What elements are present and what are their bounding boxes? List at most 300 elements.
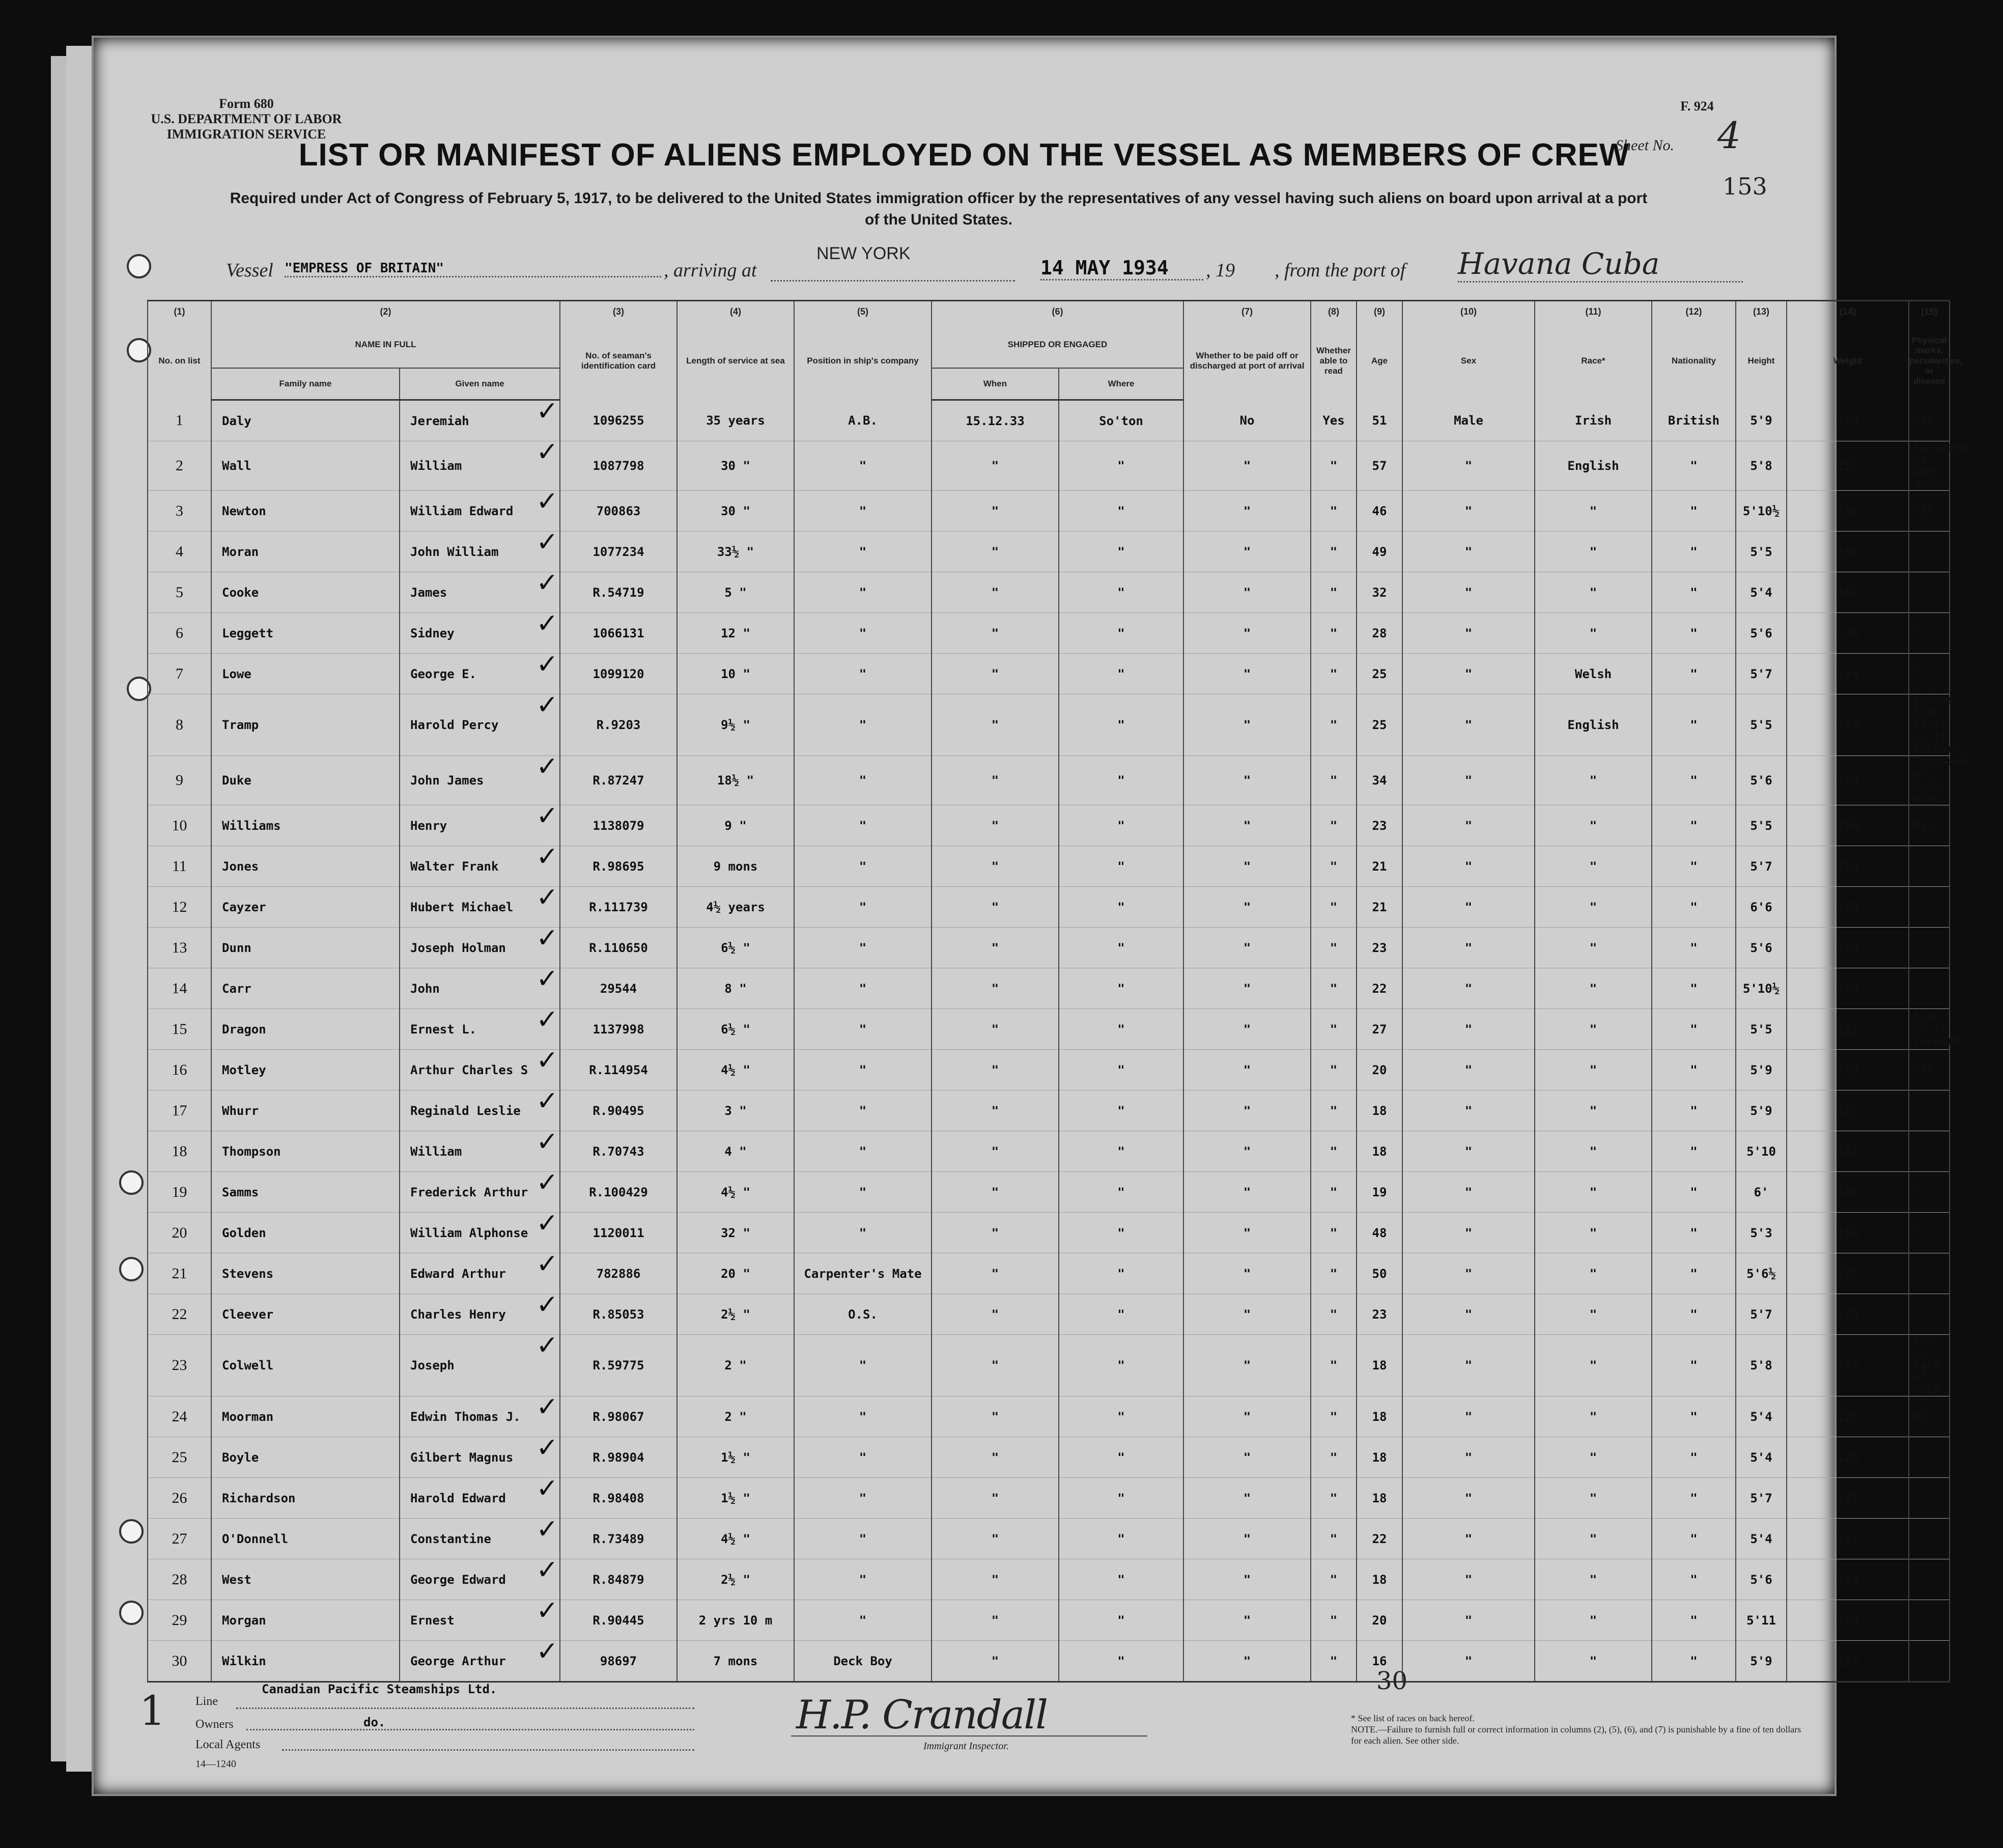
height-cell: 5'6 — [1736, 613, 1787, 654]
race-cell: " — [1535, 572, 1652, 613]
family-name-cell: Moorman — [211, 1396, 400, 1437]
row-number-cell: 28 — [148, 1559, 211, 1600]
height-cell: 5'11 — [1736, 1600, 1787, 1641]
height-cell: 5'7 — [1736, 1478, 1787, 1519]
shipped-when-cell: " — [932, 1641, 1059, 1682]
family-name-cell: West — [211, 1559, 400, 1600]
header-nationality: Nationality — [1652, 322, 1736, 400]
checkmark-icon: ✓ — [536, 568, 558, 598]
table-row — [148, 1478, 1950, 1519]
nationality-cell: " — [1652, 1641, 1736, 1682]
races-note: * See list of races on back hereof. — [1351, 1713, 1475, 1723]
race-cell: " — [1535, 1600, 1652, 1641]
table-row — [148, 1600, 1950, 1641]
table-row — [148, 846, 1950, 887]
service-length-cell: 12 " — [677, 613, 794, 654]
paid-off-cell: " — [1183, 928, 1311, 968]
punch-hole — [119, 1601, 144, 1625]
race-cell: " — [1535, 1641, 1652, 1682]
row-number-cell: 26 — [148, 1478, 211, 1519]
footer-notes — [1351, 1713, 1809, 1746]
physical-marks-cell: Nil — [1909, 491, 1950, 531]
able-to-read-cell: " — [1311, 805, 1357, 846]
header-where: Where — [1059, 368, 1183, 400]
race-cell: English — [1535, 441, 1652, 491]
nationality-cell: " — [1652, 654, 1736, 694]
nationality-cell: " — [1652, 887, 1736, 928]
header-when: When — [932, 368, 1059, 400]
able-to-read-cell: " — [1311, 441, 1357, 491]
age-cell: 19 — [1357, 1172, 1402, 1213]
physical-marks-cell: " — [1909, 1172, 1950, 1213]
given-name-cell — [400, 1595, 560, 1641]
race-cell: " — [1535, 1335, 1652, 1396]
age-cell: 23 — [1357, 928, 1402, 968]
position-cell: " — [794, 1335, 932, 1396]
colnum: (8) — [1311, 301, 1357, 322]
row-number-cell: 17 — [148, 1090, 211, 1131]
header-family-name: Family name — [211, 368, 400, 400]
header-given-name: Given name — [400, 368, 560, 400]
owners-label: Owners — [195, 1718, 234, 1731]
position-cell: " — [794, 491, 932, 531]
row-number-cell: 25 — [148, 1437, 211, 1478]
row-number-cell: 6 — [148, 613, 211, 654]
family-name-cell: Colwell — [211, 1335, 400, 1396]
row-number-cell: 2 — [148, 441, 211, 491]
given-name-cell — [400, 437, 560, 491]
able-to-read-cell: " — [1311, 968, 1357, 1009]
form-number: Form 680 — [219, 96, 274, 111]
table-row — [148, 1253, 1950, 1294]
physical-marks-cell: " — [1909, 846, 1950, 887]
age-cell: 28 — [1357, 613, 1402, 654]
paid-off-cell: " — [1183, 531, 1311, 572]
id-card-cell: R.54719 — [560, 572, 677, 613]
family-name-cell: Williams — [211, 805, 400, 846]
margin-mark: 1 — [139, 1687, 165, 1734]
service-length-cell: 32 " — [677, 1213, 794, 1253]
row-number-cell: 4 — [148, 531, 211, 572]
header-age: Age — [1357, 322, 1402, 400]
weight-cell: 180 — [1787, 400, 1909, 441]
paid-off-cell: " — [1183, 1519, 1311, 1559]
id-card-cell: R.59775 — [560, 1335, 677, 1396]
shipped-when-cell: 15.12.33 — [932, 400, 1059, 441]
shipped-when-cell: " — [932, 1396, 1059, 1437]
checkmark-icon: ✓ — [536, 923, 558, 954]
checkmark-icon: ✓ — [536, 1473, 558, 1504]
nationality-cell: " — [1652, 928, 1736, 968]
weight-cell: 154 — [1787, 846, 1909, 887]
family-name-cell: Cayzer — [211, 887, 400, 928]
table-row — [148, 1396, 1950, 1437]
given-name-text: John James — [410, 773, 484, 788]
height-cell: 5'5 — [1736, 531, 1787, 572]
row-number-cell: 23 — [148, 1335, 211, 1396]
given-name-cell — [400, 964, 560, 1009]
able-to-read-cell: " — [1311, 887, 1357, 928]
able-to-read-cell: " — [1311, 531, 1357, 572]
family-name-cell: Carr — [211, 968, 400, 1009]
weight-cell: 170 — [1787, 887, 1909, 928]
able-to-read-cell: " — [1311, 1335, 1357, 1396]
race-cell: " — [1535, 887, 1652, 928]
height-cell: 5'9 — [1736, 1090, 1787, 1131]
shipped-where-cell: " — [1059, 694, 1183, 756]
service-name: IMMIGRATION SERVICE — [166, 127, 326, 142]
checkmark-icon: ✓ — [536, 690, 558, 720]
age-cell: 18 — [1357, 1437, 1402, 1478]
given-name-text: Hubert Michael — [410, 900, 514, 914]
able-to-read-cell: " — [1311, 613, 1357, 654]
age-cell: 50 — [1357, 1253, 1402, 1294]
paid-off-cell: " — [1183, 846, 1311, 887]
weight-cell: 150 — [1787, 531, 1909, 572]
given-name-text: Frederick Arthur — [410, 1185, 528, 1199]
age-cell: 22 — [1357, 968, 1402, 1009]
weight-cell: 135 — [1787, 1641, 1909, 1682]
id-card-cell: 782886 — [560, 1253, 677, 1294]
able-to-read-cell: " — [1311, 928, 1357, 968]
paid-off-cell: " — [1183, 441, 1311, 491]
physical-marks-cell: Scar on back of neck — [1909, 1335, 1950, 1396]
row-number-cell: 30 — [148, 1641, 211, 1682]
weight-cell: 150 — [1787, 756, 1909, 805]
given-name-cell — [400, 751, 560, 805]
id-card-cell: R.85053 — [560, 1294, 677, 1335]
weight-cell: 175 — [1787, 1253, 1909, 1294]
paid-off-cell: " — [1183, 1213, 1311, 1253]
table-row — [148, 756, 1950, 805]
given-name-cell — [400, 1473, 560, 1519]
nationality-cell: " — [1652, 968, 1736, 1009]
nationality-cell: " — [1652, 1478, 1736, 1519]
sex-cell: " — [1402, 1519, 1535, 1559]
family-name-cell: Cleever — [211, 1294, 400, 1335]
given-name-cell — [400, 568, 560, 613]
given-name-text: Harold Edward — [410, 1491, 506, 1505]
paid-off-cell: " — [1183, 1600, 1311, 1641]
weight-cell: 140 — [1787, 613, 1909, 654]
height-cell: 5'4 — [1736, 1396, 1787, 1437]
manifest-page — [92, 36, 1967, 1796]
nationality-cell: " — [1652, 1213, 1736, 1253]
age-cell: 18 — [1357, 1478, 1402, 1519]
nationality-cell: " — [1652, 1437, 1736, 1478]
physical-marks-cell: Nil — [1909, 1396, 1950, 1437]
service-length-cell: 1½ " — [677, 1478, 794, 1519]
given-name-cell — [400, 1004, 560, 1050]
id-card-cell: 1066131 — [560, 613, 677, 654]
id-card-cell: 98697 — [560, 1641, 677, 1682]
age-cell: 34 — [1357, 756, 1402, 805]
shipped-when-cell: " — [932, 1294, 1059, 1335]
nationality-cell: " — [1652, 694, 1736, 756]
given-name-text: George Arthur — [410, 1654, 506, 1668]
given-name-text: Joseph Holman — [410, 940, 506, 955]
checkmark-icon: ✓ — [536, 608, 558, 639]
column-header-row — [148, 322, 1950, 368]
header-weight: Weight — [1787, 322, 1909, 400]
colnum: (1) — [148, 301, 211, 322]
arrival-date-stamp: 14 MAY 1934 — [1040, 257, 1203, 281]
physical-marks-cell: Snakes thro' heart on lt forearm. — [1909, 694, 1950, 756]
able-to-read-cell: " — [1311, 572, 1357, 613]
position-cell: " — [794, 654, 932, 694]
weight-cell: 126 — [1787, 1396, 1909, 1437]
position-cell: " — [794, 1009, 932, 1050]
position-cell: " — [794, 1172, 932, 1213]
given-name-cell — [400, 801, 560, 846]
given-name-text: Ernest — [410, 1613, 455, 1628]
race-cell: " — [1535, 805, 1652, 846]
height-cell: 5'5 — [1736, 694, 1787, 756]
service-length-cell: 9½ " — [677, 694, 794, 756]
service-length-cell: 2 " — [677, 1396, 794, 1437]
nationality-cell: " — [1652, 1600, 1736, 1641]
height-cell: 5'7 — [1736, 654, 1787, 694]
able-to-read-cell: " — [1311, 1090, 1357, 1131]
age-cell: 27 — [1357, 1009, 1402, 1050]
checkmark-icon: ✓ — [536, 1249, 558, 1279]
race-cell: " — [1535, 1559, 1652, 1600]
shipped-where-cell: " — [1059, 441, 1183, 491]
row-number-cell: 16 — [148, 1050, 211, 1090]
given-name-cell — [400, 923, 560, 968]
physical-marks-cell: Nil — [1909, 400, 1950, 441]
nationality-cell: " — [1652, 1335, 1736, 1396]
header-name-in-full: NAME IN FULL — [211, 322, 560, 368]
height-cell: 5'10½ — [1736, 968, 1787, 1009]
able-to-read-cell: " — [1311, 1172, 1357, 1213]
shipped-where-cell: " — [1059, 654, 1183, 694]
physical-marks-cell: " — [1909, 572, 1950, 613]
row-number-cell: 20 — [148, 1213, 211, 1253]
service-length-cell: 30 " — [677, 441, 794, 491]
family-name-cell: Thompson — [211, 1131, 400, 1172]
able-to-read-cell: " — [1311, 1294, 1357, 1335]
shipped-where-cell: " — [1059, 968, 1183, 1009]
header-height: Height — [1736, 322, 1787, 400]
id-card-cell: R.98408 — [560, 1478, 677, 1519]
sex-cell: " — [1402, 1559, 1535, 1600]
checkmark-icon: ✓ — [536, 751, 558, 782]
id-card-cell: R.98067 — [560, 1396, 677, 1437]
shipped-when-cell: " — [932, 441, 1059, 491]
able-to-read-cell: " — [1311, 1641, 1357, 1682]
service-length-cell: 20 " — [677, 1253, 794, 1294]
nationality-cell: " — [1652, 572, 1736, 613]
paid-off-cell: " — [1183, 1009, 1311, 1050]
sex-cell: " — [1402, 491, 1535, 531]
able-to-read-cell: " — [1311, 1009, 1357, 1050]
age-cell: 32 — [1357, 572, 1402, 613]
age-cell: 21 — [1357, 887, 1402, 928]
height-cell: 5'10½ — [1736, 491, 1787, 531]
weight-cell: 149 — [1787, 1172, 1909, 1213]
paid-off-cell: " — [1183, 1559, 1311, 1600]
height-cell: 5'8 — [1736, 1335, 1787, 1396]
shipped-where-cell: " — [1059, 846, 1183, 887]
race-cell: " — [1535, 1172, 1652, 1213]
given-name-cell — [400, 608, 560, 654]
weight-cell: 126 — [1787, 1437, 1909, 1478]
checkmark-icon: ✓ — [536, 1127, 558, 1157]
given-name-text: George Edward — [410, 1572, 506, 1587]
weight-cell: 190 — [1787, 968, 1909, 1009]
nationality-cell: " — [1652, 1396, 1736, 1437]
row-number-cell: 22 — [148, 1294, 211, 1335]
family-name-cell: Wilkin — [211, 1641, 400, 1682]
height-cell: 5'8 — [1736, 441, 1787, 491]
able-to-read-cell: " — [1311, 1253, 1357, 1294]
given-name-text: Charles Henry — [410, 1307, 506, 1322]
nationality-cell: " — [1652, 1050, 1736, 1090]
position-cell: " — [794, 613, 932, 654]
position-cell: " — [794, 1478, 932, 1519]
shipped-where-cell: " — [1059, 1641, 1183, 1682]
row-number-cell: 7 — [148, 654, 211, 694]
position-cell: " — [794, 1437, 932, 1478]
age-cell: 18 — [1357, 1559, 1402, 1600]
shipped-when-cell: " — [932, 1519, 1059, 1559]
row-number-cell: 9 — [148, 756, 211, 805]
age-cell: 25 — [1357, 694, 1402, 756]
fine-note: NOTE.—Failure to furnish full or correct information in columns (2), (5), (6), and (7) is punishable by a fine of ten dollars for each alien. See other side. — [1351, 1724, 1801, 1746]
given-name-text: George E. — [410, 666, 477, 681]
sex-cell: " — [1402, 928, 1535, 968]
able-to-read-cell: " — [1311, 1559, 1357, 1600]
checkmark-icon: ✓ — [536, 1086, 558, 1116]
shipped-where-cell: " — [1059, 1335, 1183, 1396]
sex-cell: " — [1402, 441, 1535, 491]
weight-cell: 150 — [1787, 1213, 1909, 1253]
nationality-cell: " — [1652, 1294, 1736, 1335]
shipped-where-cell: " — [1059, 1050, 1183, 1090]
sex-cell: " — [1402, 968, 1535, 1009]
nationality-cell: " — [1652, 1131, 1736, 1172]
family-name-cell: Dunn — [211, 928, 400, 968]
given-name-cell — [400, 649, 560, 694]
race-cell: " — [1535, 1009, 1652, 1050]
given-name-cell — [400, 1555, 560, 1600]
colnum: (2) — [211, 301, 560, 322]
from-port-label: , from the port of — [1275, 260, 1406, 281]
colnum: (11) — [1535, 301, 1652, 322]
id-card-cell: R.84879 — [560, 1559, 677, 1600]
given-name-text: Sidney — [410, 626, 455, 640]
position-cell: Deck Boy — [794, 1641, 932, 1682]
id-card-cell: 1096255 — [560, 400, 677, 441]
punch-hole — [127, 254, 151, 278]
table-row — [148, 1335, 1950, 1396]
age-cell: 46 — [1357, 491, 1402, 531]
colnum: (14) — [1787, 301, 1909, 322]
given-name-cell — [400, 1514, 560, 1559]
id-card-cell: 1120011 — [560, 1213, 677, 1253]
height-cell: 5'7 — [1736, 1294, 1787, 1335]
shipped-where-cell: " — [1059, 1172, 1183, 1213]
given-name-text: Joseph — [410, 1358, 455, 1373]
position-cell: " — [794, 1519, 932, 1559]
height-cell: 5'10 — [1736, 1131, 1787, 1172]
id-card-cell: R.73489 — [560, 1519, 677, 1559]
given-name-cell — [400, 690, 560, 756]
service-length-cell: 4½ years — [677, 887, 794, 928]
shipped-where-cell: " — [1059, 1519, 1183, 1559]
table-row — [148, 572, 1950, 613]
shipped-where-cell: " — [1059, 1600, 1183, 1641]
sex-cell: " — [1402, 1396, 1535, 1437]
given-name-cell — [400, 1433, 560, 1478]
race-cell: " — [1535, 1478, 1652, 1519]
form-header-block — [145, 96, 348, 142]
id-card-cell: 1077234 — [560, 531, 677, 572]
row-number-cell: 14 — [148, 968, 211, 1009]
age-cell: 18 — [1357, 1335, 1402, 1396]
sex-cell: " — [1402, 1253, 1535, 1294]
page-number: 153 — [1723, 173, 1767, 200]
table-row — [148, 1172, 1950, 1213]
id-card-cell: R.98904 — [560, 1437, 677, 1478]
nationality-cell: " — [1652, 441, 1736, 491]
paid-off-cell: " — [1183, 1050, 1311, 1090]
sheet-number: 4 — [1717, 114, 1741, 157]
family-name-cell: O'Donnell — [211, 1519, 400, 1559]
column-number-row — [148, 301, 1950, 322]
nationality-cell: " — [1652, 1172, 1736, 1213]
paid-off-cell: " — [1183, 805, 1311, 846]
shipped-where-cell: " — [1059, 1090, 1183, 1131]
table-row — [148, 441, 1950, 491]
weight-cell: 145 — [1787, 1478, 1909, 1519]
vessel-label: Vessel — [226, 260, 273, 281]
sex-cell: " — [1402, 1294, 1535, 1335]
family-name-cell: Golden — [211, 1213, 400, 1253]
weight-cell: 125 — [1787, 1090, 1909, 1131]
given-name-cell — [400, 1045, 560, 1090]
able-to-read-cell: " — [1311, 491, 1357, 531]
row-number-cell: 5 — [148, 572, 211, 613]
checkmark-icon: ✓ — [536, 486, 558, 517]
service-length-cell: 6½ " — [677, 928, 794, 968]
id-card-cell: R.110650 — [560, 928, 677, 968]
row-number-cell: 21 — [148, 1253, 211, 1294]
height-cell: 5'9 — [1736, 1050, 1787, 1090]
nationality-cell: " — [1652, 531, 1736, 572]
shipped-when-cell: " — [932, 1437, 1059, 1478]
owners-dotline — [246, 1729, 694, 1730]
sex-cell: " — [1402, 572, 1535, 613]
colnum: (5) — [794, 301, 932, 322]
given-name-text: Henry — [410, 818, 447, 833]
given-name-text: Edward Arthur — [410, 1266, 506, 1281]
height-cell: 5'7 — [1736, 846, 1787, 887]
punch-hole — [119, 1519, 144, 1544]
id-card-cell: R.90495 — [560, 1090, 677, 1131]
position-cell: " — [794, 928, 932, 968]
row-number-cell: 3 — [148, 491, 211, 531]
table-row — [148, 1131, 1950, 1172]
weight-cell: 143 — [1787, 1559, 1909, 1600]
shipped-when-cell: " — [932, 1478, 1059, 1519]
race-cell: " — [1535, 1519, 1652, 1559]
family-name-cell: Motley — [211, 1050, 400, 1090]
shipped-when-cell: " — [932, 613, 1059, 654]
checkmark-icon: ✓ — [536, 1595, 558, 1626]
sex-cell: " — [1402, 531, 1535, 572]
